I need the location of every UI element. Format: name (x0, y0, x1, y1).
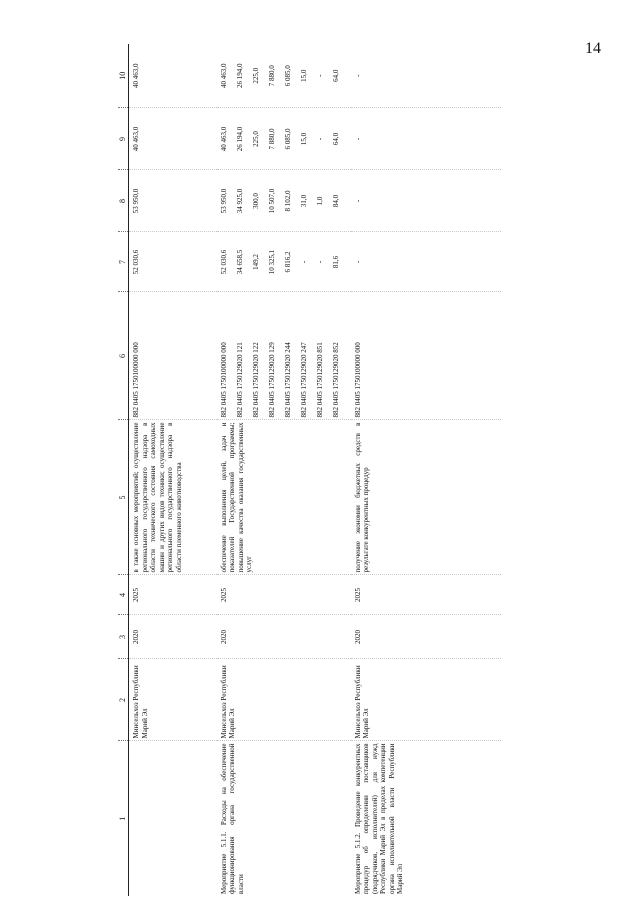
start-year-cell: 2020 (217, 615, 351, 659)
budget-code-cell-value: 882 0405 1750129020 247 (299, 342, 308, 418)
amount-col9-cell (351, 108, 501, 170)
amount-col8-cell-value: 8 102,0 (283, 190, 292, 212)
budget-code-cell-value: 882 0405 1750100000 000 (353, 342, 362, 418)
amount-col8-cell-value: 53 950,0 (219, 188, 228, 214)
column-header: 3 (118, 615, 129, 659)
amount-col7-cell-value: 10 325,1 (267, 249, 276, 275)
amount-col10-cell-value: 40 463,0 (219, 63, 228, 88)
amount-col7-cell (217, 232, 351, 292)
rotated-content (118, 44, 538, 896)
amount-col8-cell-value: 10 507,0 (267, 188, 276, 214)
amount-col8-cell-value: 300,0 (251, 193, 260, 209)
program-activities-table (118, 44, 501, 896)
amount-col9-cell-value: 7 880,0 (267, 128, 276, 150)
expected-result-cell: в также основных мероприятий; осуществление регионального государственного надзора в области технического состояния самоходных машин и других видов техники; осуществление регионального государственного надзора в области племенного животноводства (129, 420, 217, 575)
amount-col10-cell-value: 26 194,0 (235, 63, 244, 88)
budget-code-cell (351, 292, 501, 420)
budget-code-cell-value: 882 0405 1750129020 244 (283, 342, 292, 418)
page-number: 14 (585, 40, 601, 57)
amount-col8-cell-value: 31,0 (299, 194, 308, 208)
amount-col9-cell-value: 64,0 (331, 132, 340, 146)
budget-code-cell-value: 882 0405 1750129020 851 (315, 342, 324, 418)
column-header: 1 (118, 741, 129, 896)
amount-col9-cell-value: 225,0 (251, 131, 260, 147)
activity-name-cell: Мероприятие 5.1.2. Проведение конкурентных процедур об определении поставщиков (подрядчиков, исполнителей) для нужд Республики Марий Эл в пределах компетенции органа исполнительной власти Республики Марий Эл (353, 743, 405, 894)
amount-col10-cell-value: 15,0 (299, 69, 308, 82)
table-row (129, 44, 217, 896)
budget-code-cell-value: 882 0405 1750100000 000 (132, 342, 140, 418)
amount-col9-cell-value: 6 085,0 (283, 128, 292, 150)
amount-col9-cell-value: 26 194,0 (235, 126, 244, 152)
amount-col9-cell-value: 15,0 (299, 132, 308, 146)
expected-result-cell: обеспечение выполнения целей, задач и показателей Государственной программы; повышение качества оказания государственных услуг (217, 420, 351, 575)
column-number-header-row (118, 44, 129, 896)
amount-col7-cell-value: 81,6 (331, 255, 340, 269)
column-header: 4 (118, 575, 129, 615)
amount-col9-cell-value: 40 463,0 (132, 126, 140, 152)
amount-col9-cell-value: 40 463,0 (219, 126, 228, 152)
rotated-table-area (118, 44, 538, 896)
amount-col9-cell (217, 108, 351, 170)
expected-result-cell: получение экономии бюджетных средств в результате конкурентных процедур (351, 420, 501, 575)
amount-col7-cell-value: 6 816,2 (283, 251, 292, 273)
amount-col7-cell (351, 232, 501, 292)
amount-col8-cell (129, 170, 217, 232)
amount-col8-cell-value: 34 925,0 (235, 188, 244, 214)
amount-col10-cell (217, 44, 351, 108)
budget-code-cell-value: 882 0405 1750129020 852 (331, 342, 340, 418)
column-header: 7 (118, 232, 129, 292)
executor-cell: Минсельхоз Республики Марий Эл (351, 659, 501, 741)
column-header: 8 (118, 170, 129, 232)
amount-col10-cell (351, 44, 501, 108)
amount-col10-cell-value: 7 880,0 (267, 65, 276, 87)
amount-col7-cell-value: - (299, 260, 308, 264)
budget-code-cell-value: 882 0405 1750129020 129 (267, 342, 276, 418)
start-year-cell: 2020 (351, 615, 501, 659)
amount-col7-cell-value: 34 658,5 (235, 249, 244, 275)
column-header: 9 (118, 108, 129, 170)
column-header: 6 (118, 292, 129, 420)
amount-col10-cell-value: 6 085,0 (283, 65, 292, 87)
amount-col9-cell-value: - (315, 137, 324, 141)
budget-code-cell-value: 882 0405 1750100000 000 (219, 342, 228, 418)
amount-col8-cell (351, 170, 501, 232)
budget-code-cell (129, 292, 217, 420)
end-year-cell: 2025 (129, 575, 217, 615)
amount-col7-cell (129, 232, 217, 292)
amount-col7-cell-value: 52 030,6 (132, 249, 140, 275)
column-header: 10 (118, 44, 129, 108)
amount-col10-cell-value: 64,0 (331, 69, 340, 82)
amount-col9-cell-value: - (353, 137, 362, 141)
column-header: 2 (118, 659, 129, 741)
amount-col7-cell-value: 149,2 (251, 254, 260, 270)
column-header: 5 (118, 420, 129, 575)
table-row (351, 44, 501, 896)
amount-col10-cell-value: - (315, 74, 324, 77)
table-body (129, 44, 501, 896)
amount-col9-cell (129, 108, 217, 170)
amount-col7-cell-value: - (353, 260, 362, 264)
start-year-cell: 2020 (129, 615, 217, 659)
executor-cell: Минсельхоз Республики Марий Эл (217, 659, 351, 741)
budget-code-cell-value: 882 0405 1750129020 122 (251, 342, 260, 418)
amount-col8-cell (217, 170, 351, 232)
executor-cell: Минсельхоз Республики Марий Эл (129, 659, 217, 741)
activity-name-cell: Мероприятие 5.1.1. Расходы на обеспечение функционирования органа государственной власти (219, 743, 245, 894)
amount-col8-cell-value: - (353, 199, 362, 203)
amount-col7-cell-value: - (315, 260, 324, 264)
amount-col10-cell-value: 40 463,0 (132, 63, 140, 88)
amount-col7-cell-value: 52 030,6 (219, 249, 228, 275)
amount-col8-cell-value: 84,0 (331, 194, 340, 208)
end-year-cell: 2025 (217, 575, 351, 615)
table-row (217, 44, 351, 896)
activity-name-cell (129, 741, 217, 896)
amount-col10-cell (129, 44, 217, 108)
amount-col10-cell-value: - (353, 74, 362, 77)
amount-col8-cell-value: 1,0 (315, 196, 324, 206)
amount-col10-cell-value: 225,0 (251, 67, 260, 84)
amount-col8-cell-value: 53 950,0 (132, 188, 140, 214)
end-year-cell: 2025 (351, 575, 501, 615)
budget-code-cell (217, 292, 351, 420)
budget-code-cell-value: 882 0405 1750129020 121 (235, 342, 244, 418)
